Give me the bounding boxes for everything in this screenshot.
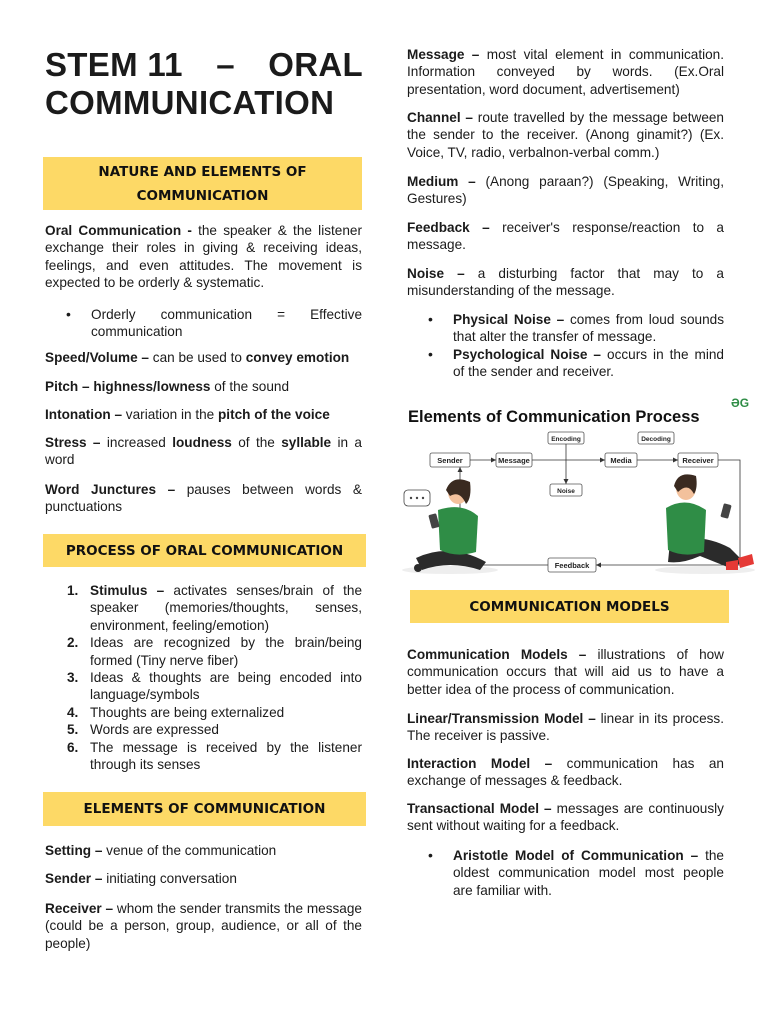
definition: initiating conversation [102, 871, 237, 886]
list-item [407, 311, 724, 346]
term: Transactional Model – [407, 801, 552, 816]
noise-node-label: Noise [557, 488, 575, 495]
definition: linear in its process. The receiver is passive. [407, 711, 725, 744]
step-number: 5. [67, 722, 79, 738]
medium-def [407, 173, 724, 208]
speed-volume-def [45, 349, 362, 366]
emphasis: loudness [172, 435, 232, 450]
process-step [45, 704, 362, 721]
step-number: 6. [67, 739, 79, 755]
message-def [407, 46, 724, 98]
noise-def [407, 265, 724, 300]
title-part: ORAL [268, 46, 363, 83]
process-step [45, 721, 362, 738]
term: Interaction Model – [407, 756, 553, 771]
step-number: 2. [67, 635, 79, 651]
definition: route travelled by the message between the sender to the receiver. (Anong ginamit?) (Ex. Voice, TV, radio, verbalnon-verbal comm.) [407, 110, 724, 160]
emphasis: convey emotion [245, 350, 350, 365]
definition: the oldest communication model most people are familiar with. [453, 848, 724, 898]
sender-def [45, 870, 362, 887]
definition: illustrations of how communication occurs that will aid us to have a better idea of the process of communication. [407, 647, 724, 697]
feedback-node-label: Feedback [554, 561, 590, 570]
banner-elements: ELEMENTS OF COMMUNICATION [43, 792, 366, 826]
process-step [45, 582, 362, 634]
transactional-model-def [407, 800, 724, 835]
process-step [45, 634, 362, 669]
definition: of the sound [210, 379, 290, 394]
step-text: Ideas & thoughts are being encoded into language/symbols [90, 670, 362, 703]
term: Channel – [407, 110, 473, 125]
pitch-def [45, 378, 362, 395]
sender-person-illustration [402, 479, 498, 574]
list-item [407, 847, 724, 899]
communication-models-def [407, 646, 724, 698]
diagram-title: Elements of Communication Process [408, 408, 700, 426]
definition: receiver's response/reaction to a message. [407, 220, 724, 253]
aristotle-bullet-list [407, 847, 724, 899]
term: Intonation – [45, 407, 123, 422]
title-line-2: COMMUNICATION [45, 84, 335, 121]
term: Setting – [45, 843, 103, 858]
interaction-model-def [407, 755, 724, 790]
definition: pauses between words & punctuations [45, 482, 362, 515]
definition: whom the sender transmits the message (could be a person, group, audience, or all of the people) [45, 901, 362, 951]
definition: venue of the communication [102, 843, 277, 858]
title-part: – [216, 46, 235, 83]
definition: (Anong paraan?) (Speaking, Writing, Gestures) [407, 174, 724, 207]
term: Psychological Noise – [453, 346, 601, 362]
term: Aristotle Model of Communication – [453, 848, 699, 863]
term: Feedback – [407, 220, 490, 235]
term: Message – [407, 47, 480, 62]
definition: a disturbing factor that may to a misunderstanding of the message. [407, 266, 724, 299]
definition: messages are continuously sent without waiting for a feedback. [407, 801, 724, 834]
feedback-def [407, 219, 724, 254]
step-number: 3. [67, 670, 79, 686]
encoding-node-label: Encoding [551, 436, 581, 443]
list-item [407, 346, 724, 381]
term: Medium – [407, 174, 476, 189]
gfg-logo-icon: ƏG [731, 396, 750, 410]
term: Stress – [45, 435, 101, 450]
term: Communication Models – [407, 647, 587, 662]
step-number: 1. [67, 583, 79, 598]
decoding-node-label: Decoding [641, 436, 671, 443]
definition: occurs in the mind of the sender and receiver. [453, 346, 724, 380]
emphasis: syllable [281, 435, 332, 450]
term: Receiver – [45, 901, 114, 916]
channel-def [407, 109, 724, 161]
step-number: 4. [67, 704, 79, 720]
definition: can be used to [149, 350, 246, 365]
word-junctures-def [45, 481, 362, 516]
emphasis: pitch of the voice [218, 407, 330, 422]
definition: the speaker & the listener exchange their roles in giving & receiving ideas, feelings, and even attitudes. The movement is expected to be orderly & systematic. [45, 223, 362, 291]
orderly-bullet-list [45, 306, 362, 341]
title-part: STEM 11 [45, 46, 183, 83]
step-text: Words are expressed [90, 722, 219, 738]
term: Stimulus – [90, 583, 165, 598]
definition: of the [231, 435, 282, 450]
term: Speed/Volume – [45, 350, 149, 365]
diagram-arrowheads [458, 458, 679, 568]
noise-bullet-list [407, 311, 724, 381]
diagram-svg [400, 392, 760, 580]
message-node-label: Message [498, 456, 530, 465]
definition: comes from loud sounds that alter the transfer of message. [453, 312, 725, 345]
receiver-node-label: Receiver [682, 456, 714, 465]
term: Linear/Transmission Model – [407, 711, 596, 726]
media-node-label: Media [610, 456, 632, 465]
definition: in a word [45, 435, 362, 468]
step-text: Thoughts are being externalized [90, 704, 285, 720]
definition: increased [100, 435, 173, 450]
banner-process: PROCESS OF ORAL COMMUNICATION [43, 534, 366, 567]
term: Sender – [45, 871, 103, 886]
setting-def [45, 842, 362, 859]
term: Oral Communication - [45, 223, 192, 238]
definition: communication has an exchange of messages & feedback. [407, 756, 724, 789]
communication-process-diagram [400, 392, 760, 580]
process-step [45, 669, 362, 704]
step-text: The message is received by the listener through its senses [90, 739, 362, 773]
receiver-def [45, 900, 362, 952]
oral-communication-def [45, 222, 362, 292]
intonation-def [45, 406, 362, 423]
stress-def [45, 434, 362, 469]
list-item: • Orderly communication = Effective communication [45, 306, 362, 341]
sender-node-label: Sender [437, 456, 463, 465]
step-text: activates senses/brain of the speaker (memories/thoughts, senses, environment, feeling/emotion) [90, 583, 362, 633]
definition: most vital element in communication. Information conveyed by words. (Ex.Oral presentation, word document, advertisement) [407, 47, 725, 97]
definition: variation in the [122, 407, 218, 422]
process-step [45, 739, 362, 774]
term: Noise – [407, 266, 465, 281]
term: Physical Noise – [453, 312, 565, 327]
process-steps-list [45, 582, 362, 773]
term: Word Junctures – [45, 482, 176, 497]
linear-model-def [407, 710, 724, 745]
term: Pitch – highness/lowness [45, 379, 211, 394]
page-title [45, 46, 363, 122]
banner-nature: NATURE AND ELEMENTS OF COMMUNICATION [43, 157, 362, 210]
banner-models: COMMUNICATION MODELS [410, 590, 729, 623]
step-text: Ideas are recognized by the brain/being formed (Tiny nerve fiber) [90, 635, 362, 668]
